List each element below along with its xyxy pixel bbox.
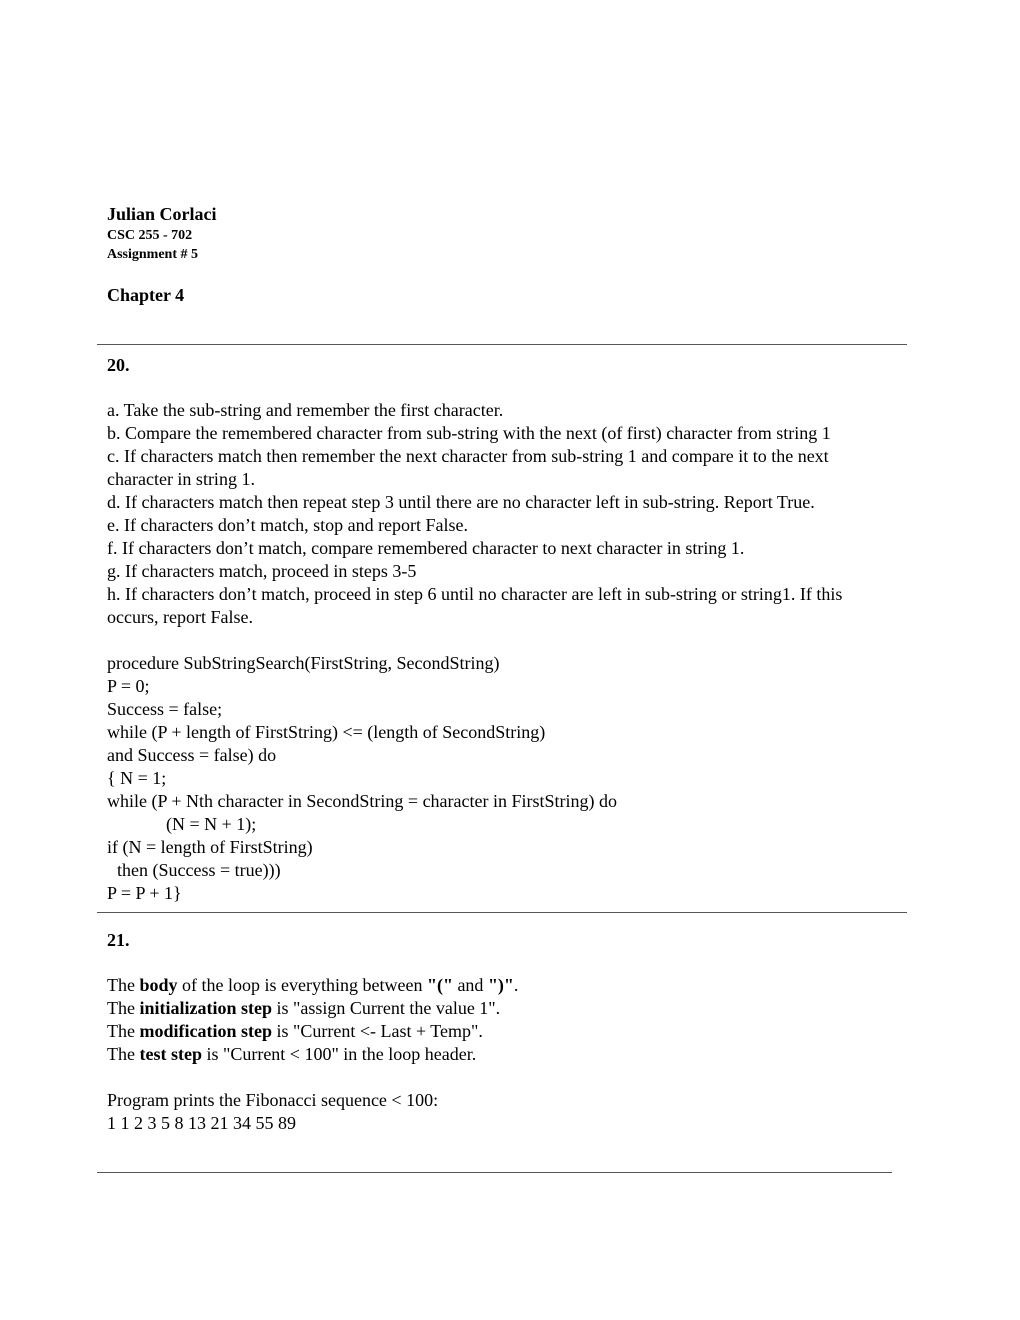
- step-line: a. Take the sub-string and remember the first character.: [107, 400, 504, 420]
- step-line: character in string 1.: [107, 469, 255, 489]
- chapter-title: Chapter 4: [107, 285, 185, 305]
- text: The: [107, 1021, 140, 1041]
- text: The: [107, 975, 140, 995]
- modification-step-line: [107, 1020, 483, 1043]
- term-test: test step: [139, 1044, 202, 1064]
- term-body: body: [139, 975, 178, 995]
- step-line: f. If characters don’t match, compare remembered character to next character in string 1.: [107, 538, 745, 558]
- text: is "Current < 100" in the loop header.: [201, 1044, 477, 1064]
- test-step-line: [107, 1043, 476, 1066]
- code-line: while (P + Nth character in SecondString = character in FirstString) do: [107, 791, 618, 811]
- step-line: c. If characters match then remember the next character from sub-string 1 and compare it to the next: [107, 446, 829, 466]
- open-paren-quote: "(": [426, 975, 453, 995]
- step-line: d. If characters match then repeat step 3 until there are no character left in sub-string. Report True.: [107, 492, 815, 512]
- loop-body-line: [107, 974, 518, 997]
- step-line: h. If characters don’t match, proceed in step 6 until no character are left in sub-string or string1. If this: [107, 584, 843, 604]
- text: and: [452, 975, 488, 995]
- output-intro: Program prints the Fibonacci sequence < 100:: [107, 1090, 439, 1110]
- text: is "Current <- Last + Temp".: [271, 1021, 483, 1041]
- text: .: [513, 975, 519, 995]
- code-line: while (P + length of FirstString) <= (length of SecondString): [107, 722, 546, 742]
- term-modification: modification step: [139, 1021, 272, 1041]
- assignment-number: Assignment # 5: [107, 247, 199, 262]
- code-line: procedure SubStringSearch(FirstString, SecondString): [107, 653, 500, 673]
- code-line: if (N = length of FirstString): [107, 837, 313, 857]
- divider: [97, 912, 907, 913]
- step-line: e. If characters don’t match, stop and report False.: [107, 515, 469, 535]
- text: The: [107, 998, 140, 1018]
- divider: [97, 344, 907, 345]
- text: The: [107, 1044, 140, 1064]
- code-line: P = P + 1}: [107, 883, 182, 903]
- code-line: P = 0;: [107, 676, 150, 696]
- code-line: Success = false;: [107, 699, 223, 719]
- step-line: occurs, report False.: [107, 607, 253, 627]
- code-line: then (Success = true))): [117, 860, 281, 880]
- fibonacci-output: 1 1 2 3 5 8 13 21 34 55 89: [107, 1113, 296, 1133]
- course-code: CSC 255 - 702: [107, 228, 193, 243]
- code-line: (N = N + 1);: [166, 814, 257, 834]
- text: of the loop is everything between: [177, 975, 427, 995]
- text: is "assign Current the value 1".: [272, 998, 501, 1018]
- divider: [97, 1172, 892, 1173]
- question-20-number: 20.: [107, 355, 130, 375]
- step-line: b. Compare the remembered character from sub-string with the next (of first) character from string 1: [107, 423, 831, 443]
- step-line: g. If characters match, proceed in steps 3-5: [107, 561, 417, 581]
- question-21-number: 21.: [107, 930, 130, 950]
- code-line: and Success = false) do: [107, 745, 277, 765]
- close-paren-quote: ")": [487, 975, 514, 995]
- code-line: { N = 1;: [107, 768, 167, 788]
- author-name: Julian Corlaci: [107, 204, 217, 224]
- term-initialization: initialization step: [139, 998, 272, 1018]
- init-step-line: [107, 997, 500, 1020]
